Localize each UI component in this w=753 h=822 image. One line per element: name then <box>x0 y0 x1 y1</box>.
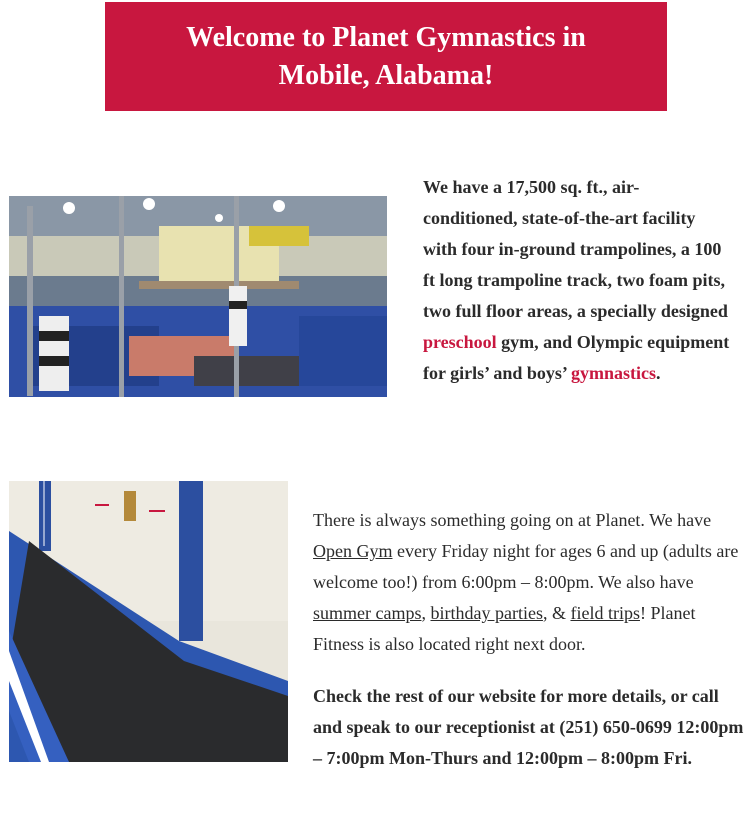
facility-text: We have a 17,500 sq. ft., air-conditioned, state-of-the-art facility with four in-ground trampolines, a 100 ft long trampoline track, two foam pits, two full floor areas, a specially designed <box>423 177 728 321</box>
gym-interior-image <box>9 196 387 397</box>
facility-text-middle: gym, and Olympic equipment for girls’ and boys’ <box>423 332 730 383</box>
activities-text-b: every Friday night for ages 6 and up (adults are welcome too!) from 6:00pm – 8:00pm. We also have <box>313 541 739 592</box>
open-gym-link[interactable]: Open Gym <box>313 541 393 561</box>
trampoline-track-image <box>9 481 288 762</box>
activities-text-c: , <box>421 603 431 623</box>
page-title: Welcome to Planet Gymnastics in Mobile, Alabama! <box>186 21 586 91</box>
activities-text-e: ! Planet Fitness is also located right next door. <box>313 603 696 654</box>
activities-text-d: , & <box>542 603 571 623</box>
field-trips-link[interactable]: field trips <box>570 603 640 623</box>
birthday-parties-link[interactable]: birthday parties <box>430 603 543 623</box>
gym-interior-photo <box>9 196 387 397</box>
contact-paragraph: Check the rest of our website for more details, or call and speak to our receptionist at (251) 650-0699 12:00pm – 7:00pm Mon-Thurs and 12:00pm – 8:00pm Fri. <box>313 686 744 768</box>
gymnastics-link[interactable]: gymnastics <box>571 363 657 383</box>
facility-text-end: . <box>656 363 661 383</box>
activities-description <box>313 505 745 795</box>
preschool-link[interactable]: preschool <box>423 332 497 352</box>
summer-camps-link[interactable]: summer camps <box>313 603 422 623</box>
welcome-banner <box>105 2 667 111</box>
activities-paragraph <box>313 505 745 660</box>
facility-description <box>423 172 733 389</box>
activities-text-a: There is always something going on at Planet. We have <box>313 510 712 530</box>
trampoline-track-photo <box>9 481 288 762</box>
